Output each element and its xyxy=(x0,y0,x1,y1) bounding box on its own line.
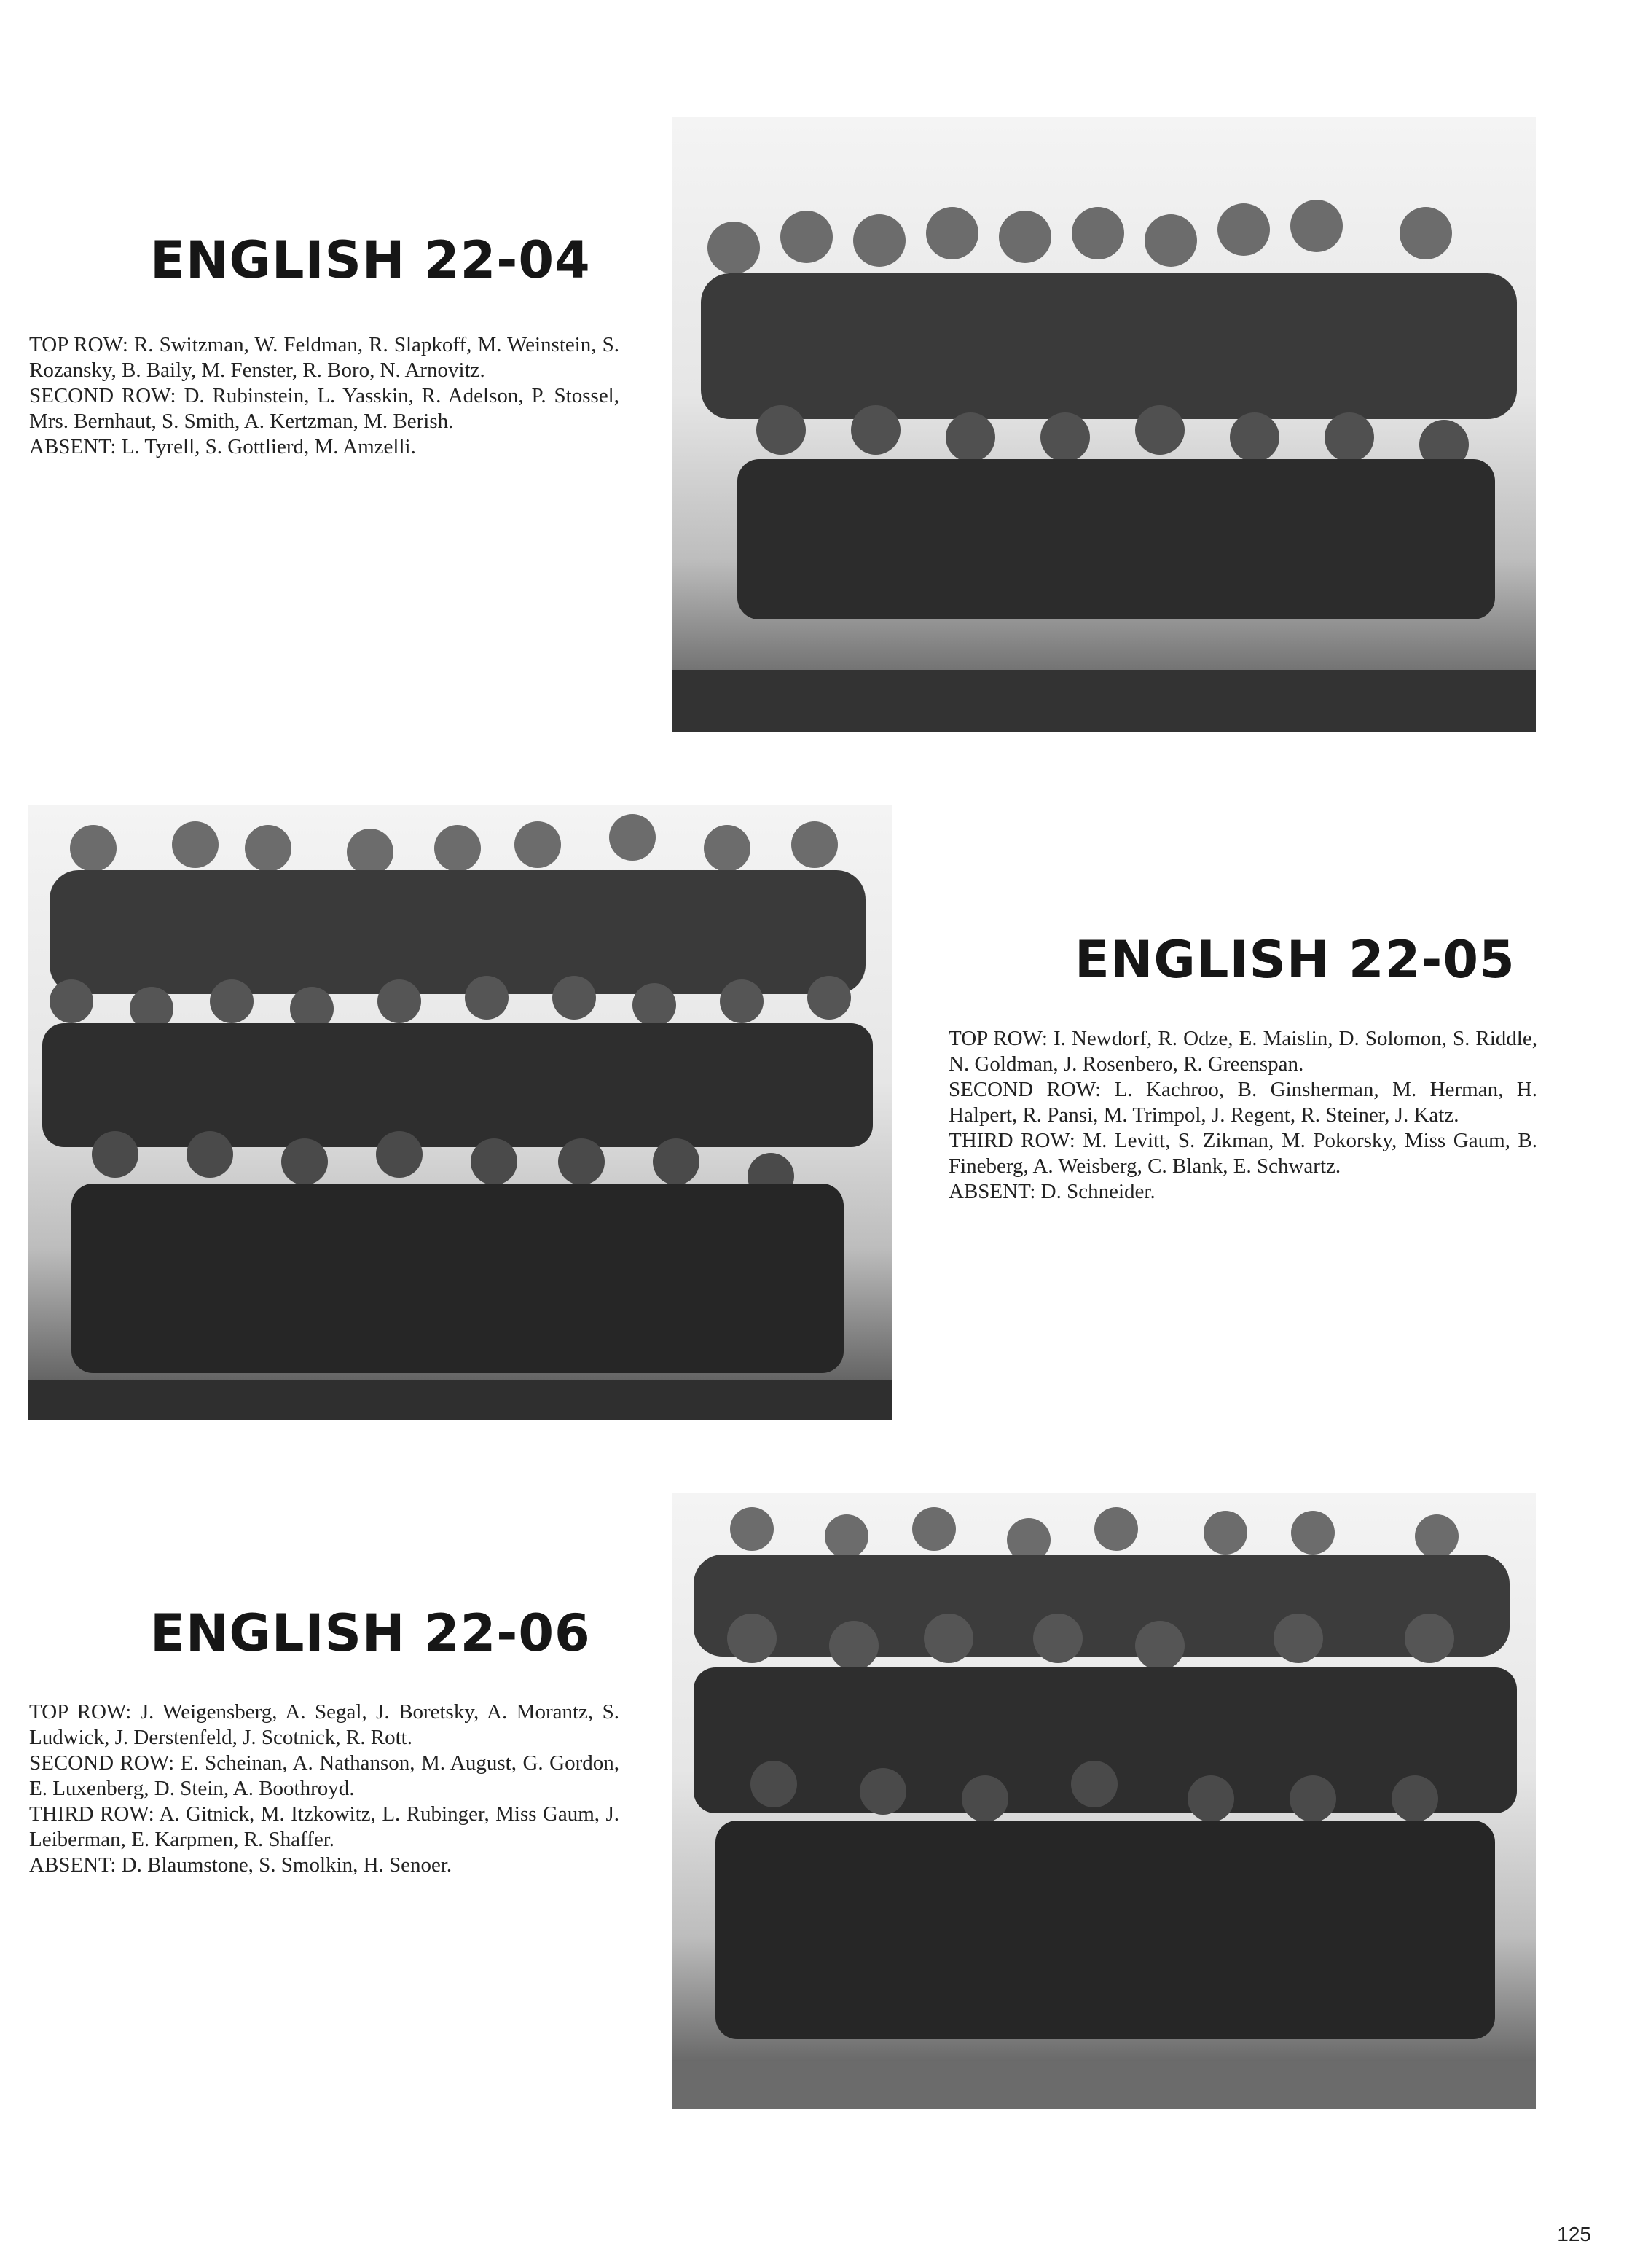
caption-absent: ABSENT: D. Schneider. xyxy=(949,1180,1156,1203)
caption-second-row: SECOND ROW: D. Rubinstein, L. Yasskin, R. Adelson, P. Stossel, Mrs. Bernhaut, S. Smith, A. Kertzman, M. Berish. xyxy=(29,384,619,433)
caption-third-row: THIRD ROW: A. Gitnick, M. Itzkowitz, L. Rubinger, Miss Gaum, J. Leiberman, E. Karpmen, R. Shaffer. xyxy=(29,1802,619,1851)
section-title-22-04: ENGLISH 22-04 xyxy=(150,230,591,290)
caption-top-row: TOP ROW: J. Weigensberg, A. Segal, J. Boretsky, A. Morantz, S. Ludwick, J. Derstenfeld, J. Scotnick, R. Rott. xyxy=(29,1700,619,1749)
caption-top-row: TOP ROW: I. Newdorf, R. Odze, E. Maislin, D. Solomon, S. Riddle, N. Goldman, J. Rosenbero, R. Greenspan. xyxy=(949,1027,1537,1076)
caption-third-row: THIRD ROW: M. Levitt, S. Zikman, M. Pokorsky, Miss Gaum, B. Fineberg, A. Weisberg, C. Blank, E. Schwartz. xyxy=(949,1129,1537,1178)
caption-22-05 xyxy=(949,1026,1537,1205)
page-number: 125 xyxy=(1557,2223,1591,2245)
caption-22-04 xyxy=(29,332,619,460)
class-photo-22-04 xyxy=(672,117,1536,732)
caption-second-row: SECOND ROW: L. Kachroo, B. Ginsherman, M. Herman, H. Halpert, R. Pansi, M. Trimpol, J. Regent, R. Steiner, J. Katz. xyxy=(949,1078,1537,1127)
group-photo-figures xyxy=(672,1493,1536,2109)
caption-22-06 xyxy=(29,1700,619,1878)
caption-absent: ABSENT: D. Blaumstone, S. Smolkin, H. Senoer. xyxy=(29,1853,452,1877)
class-photo-22-05 xyxy=(28,805,892,1420)
section-title-22-06: ENGLISH 22-06 xyxy=(150,1603,591,1663)
group-photo-figures xyxy=(672,117,1536,732)
section-title-22-05: ENGLISH 22-05 xyxy=(1075,930,1515,990)
caption-absent: ABSENT: L. Tyrell, S. Gottlierd, M. Amzelli. xyxy=(29,435,416,458)
caption-second-row: SECOND ROW: E. Scheinan, A. Nathanson, M. August, G. Gordon, E. Luxenberg, D. Stein, A. Boothroyd. xyxy=(29,1751,619,1800)
class-photo-22-06 xyxy=(672,1493,1536,2109)
caption-top-row: TOP ROW: R. Switzman, W. Feldman, R. Slapkoff, M. Weinstein, S. Rozansky, B. Baily, M. Fenster, R. Boro, N. Arnovitz. xyxy=(29,333,619,382)
group-photo-figures xyxy=(28,805,892,1420)
